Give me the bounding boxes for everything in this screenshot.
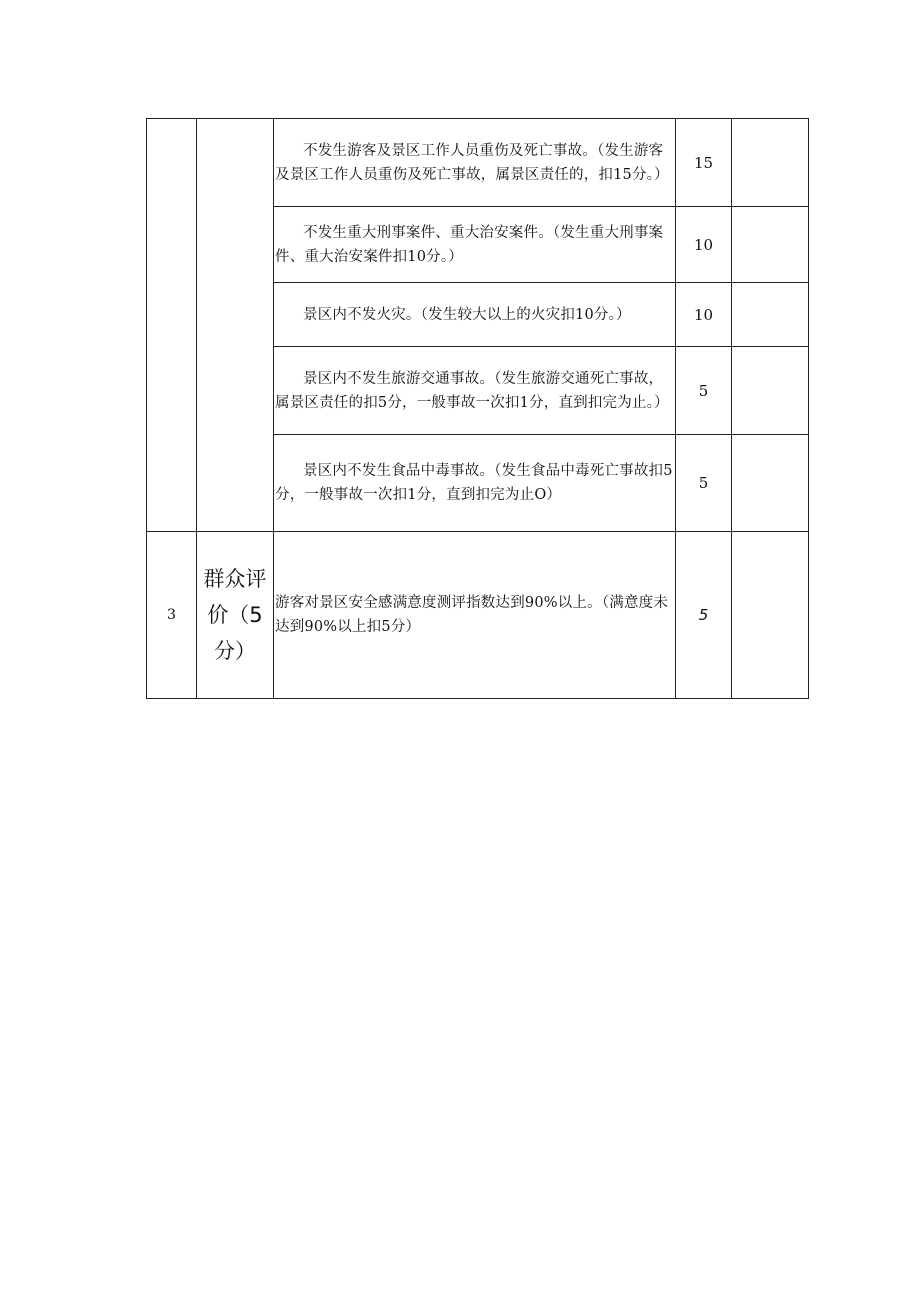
criteria-text: 景区内不发火灾。（发生较大以上的火灾扣10分。） bbox=[303, 306, 631, 323]
criteria-cell bbox=[274, 207, 676, 283]
deduction-cell bbox=[732, 435, 809, 532]
criteria-text: 游客对景区安全感满意度测评指数达到90%以上。（满意度未达到90%以上扣5分） bbox=[275, 595, 669, 635]
criteria-cell bbox=[274, 283, 676, 347]
score-cell: 10 bbox=[676, 283, 732, 347]
section-category: 群众评价（5分） bbox=[203, 567, 267, 663]
score-cell: 5 bbox=[676, 435, 732, 532]
number-cell bbox=[147, 119, 197, 532]
criteria-cell bbox=[274, 435, 676, 532]
criteria-text: 不发生游客及景区工作人员重伤及死亡事故。（发生游客及景区工作人员重伤及死亡事故，属景区责任的，扣15分。） bbox=[275, 142, 669, 183]
criteria-text: 景区内不发生食品中毒事故。（发生食品中毒死亡事故扣5分，一般事故一次扣1分，直到扣完为止O） bbox=[275, 463, 673, 503]
criteria-text: 景区内不发生旅游交通事故。（发生旅游交通死亡事故，属景区责任的扣5分，一般事故一次扣1分，直到扣完为止。） bbox=[275, 370, 669, 411]
section-category-cell bbox=[197, 532, 274, 699]
table-row bbox=[147, 119, 809, 207]
deduction-cell bbox=[732, 347, 809, 435]
criteria-cell bbox=[274, 532, 676, 699]
table-row-section-3 bbox=[147, 532, 809, 699]
score-cell: 15 bbox=[676, 119, 732, 207]
category-cell bbox=[197, 119, 274, 532]
score-value: 5 bbox=[698, 606, 709, 624]
criteria-text: 不发生重大刑事案件、重大治安案件。（发生重大刑事案件、重大治安案件扣10分。） bbox=[275, 224, 664, 265]
evaluation-table bbox=[146, 118, 809, 699]
criteria-cell bbox=[274, 347, 676, 435]
score-cell bbox=[676, 532, 732, 699]
deduction-cell bbox=[732, 207, 809, 283]
deduction-cell bbox=[732, 283, 809, 347]
criteria-cell bbox=[274, 119, 676, 207]
score-cell: 5 bbox=[676, 347, 732, 435]
deduction-cell bbox=[732, 119, 809, 207]
section-number: 3 bbox=[147, 532, 197, 699]
score-cell: 10 bbox=[676, 207, 732, 283]
deduction-cell bbox=[732, 532, 809, 699]
